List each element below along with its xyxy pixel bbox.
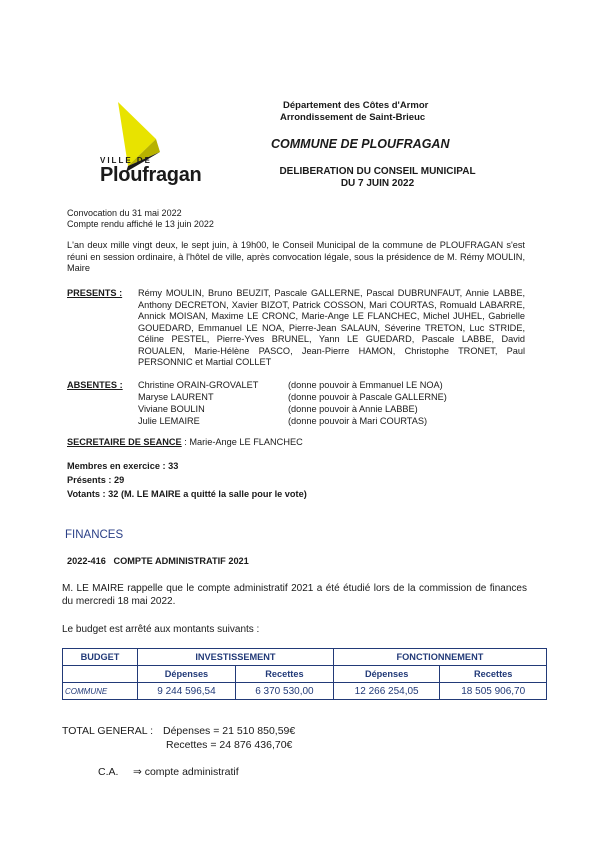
deliberation-number: 2022-416 bbox=[67, 556, 106, 566]
secretaire-label: SECRETAIRE DE SEANCE bbox=[67, 437, 182, 447]
total-recettes: Recettes = 24 876 436,70€ bbox=[166, 739, 293, 751]
absente-pouvoir: (donne pouvoir à Annie LABBE) bbox=[288, 404, 418, 414]
deliberation-title bbox=[255, 166, 500, 190]
absente-pouvoir: (donne pouvoir à Pascale GALLERNE) bbox=[288, 392, 447, 402]
arrondissement: Arrondissement de Saint-Brieuc bbox=[280, 112, 426, 123]
secretaire-value: : Marie-Ange LE FLANCHEC bbox=[181, 437, 303, 447]
presents-list: Rémy MOULIN, Bruno BEUZIT, Pascale GALLERNE, Pascal DUBRUNFAUT, Annie LABBE, Anthony DECRETON, Xavier BIZOT, Patrick COSSON, Mari COURTAS, Romuald LABARRE, Annick MOISAN, Maxime LE CRONC, Marie-Ange LE FLANCHEC, Michel JUHEL, Gabrielle GOUEDARD, Emmanuel LE NOA, Pierre-Jean SALAUN, Séverine TRETON, Luc STRIDE, Céline PESTEL, Pierre-Yves BRUNEL, Yann LE GUEDARD, Pascale LABBE, David ROUALEN, Marie-Hélène PASCO, Jean-Pierre HAMON, Christophe TRONET, Paul PERSONNIC et Martial COLLET bbox=[138, 288, 525, 367]
fonc-depenses-value: 12 266 254,05 bbox=[333, 683, 440, 700]
intro-paragraph: L'an deux mille vingt deux, le sept juin, à 19h00, le Conseil Municipal de la commune de PLOUFRAGAN s'est réuni en session ordinaire, à l'hôtel de ville, après convocation légale, sous la présidence de M. Rémy MOULIN, Maire bbox=[67, 240, 525, 273]
budget-table bbox=[62, 648, 547, 700]
header-fonctionnement: FONCTIONNEMENT bbox=[333, 649, 546, 666]
rappel-paragraph: M. LE MAIRE rappelle que le compte administratif 2021 a été étudié lors de la commission de finances du mercredi 18 mai 2022. bbox=[62, 583, 527, 607]
ca-abbr: C.A. bbox=[98, 766, 119, 778]
header-budget: BUDGET bbox=[63, 649, 138, 666]
inv-depenses-value: 9 244 596,54 bbox=[138, 683, 236, 700]
table-header-row bbox=[63, 649, 547, 666]
absente-pouvoir: (donne pouvoir à Emmanuel LE NOA) bbox=[288, 380, 443, 390]
compte-rendu: Compte rendu affiché le 13 juin 2022 bbox=[67, 219, 214, 229]
total-depenses: Dépenses = 21 510 850,59€ bbox=[163, 725, 296, 737]
total-general-label: TOTAL GENERAL : bbox=[62, 725, 154, 737]
delib-line-1: DELIBERATION DU CONSEIL MUNICIPAL bbox=[279, 166, 476, 177]
ca-text: ⇒ compte administratif bbox=[133, 766, 239, 778]
logo-ploufragan: Ploufragan bbox=[100, 164, 202, 186]
delib-line-2: DU 7 JUIN 2022 bbox=[340, 178, 415, 189]
absente-name: Julie LEMAIRE bbox=[138, 416, 200, 426]
header-inv-recettes: Recettes bbox=[235, 666, 333, 683]
presents-label: PRESENTS : bbox=[67, 288, 123, 298]
absente-name: Maryse LAURENT bbox=[138, 392, 214, 402]
deliberation-heading bbox=[67, 556, 249, 566]
deliberation-subject: COMPTE ADMINISTRATIF 2021 bbox=[113, 556, 249, 566]
table-subheader-row bbox=[63, 666, 547, 683]
budget-arrete: Le budget est arrêté aux montants suivants : bbox=[62, 624, 260, 635]
convocation: Convocation du 31 mai 2022 bbox=[67, 208, 182, 218]
section-finances: FINANCES bbox=[65, 529, 124, 541]
departement: Département des Côtes d'Armor bbox=[283, 100, 429, 111]
membres-en-exercice: Membres en exercice : 33 bbox=[67, 461, 179, 471]
absente-name: Viviane BOULIN bbox=[138, 404, 205, 414]
row-commune: COMMUNE bbox=[63, 683, 138, 700]
inv-recettes-value: 6 370 530,00 bbox=[235, 683, 333, 700]
header-fonc-depenses: Dépenses bbox=[333, 666, 440, 683]
commune-title: COMMUNE DE PLOUFRAGAN bbox=[271, 137, 450, 151]
header-inv-depenses: Dépenses bbox=[138, 666, 236, 683]
votants: Votants : 32 (M. LE MAIRE a quitté la salle pour le vote) bbox=[67, 489, 307, 499]
table-row bbox=[63, 683, 547, 700]
absente-name: Christine ORAIN-GROVALET bbox=[138, 380, 259, 390]
presents-count: Présents : 29 bbox=[67, 475, 125, 485]
header-investissement: INVESTISSEMENT bbox=[138, 649, 334, 666]
fonc-recettes-value: 18 505 906,70 bbox=[440, 683, 547, 700]
secretaire bbox=[67, 437, 303, 447]
header-fonc-recettes: Recettes bbox=[440, 666, 547, 683]
absente-pouvoir: (donne pouvoir à Mari COURTAS) bbox=[288, 416, 428, 426]
empty-cell bbox=[63, 666, 138, 683]
logo-ville-de: VILLE DE bbox=[100, 156, 153, 165]
absentes-label: ABSENTES : bbox=[67, 380, 123, 390]
